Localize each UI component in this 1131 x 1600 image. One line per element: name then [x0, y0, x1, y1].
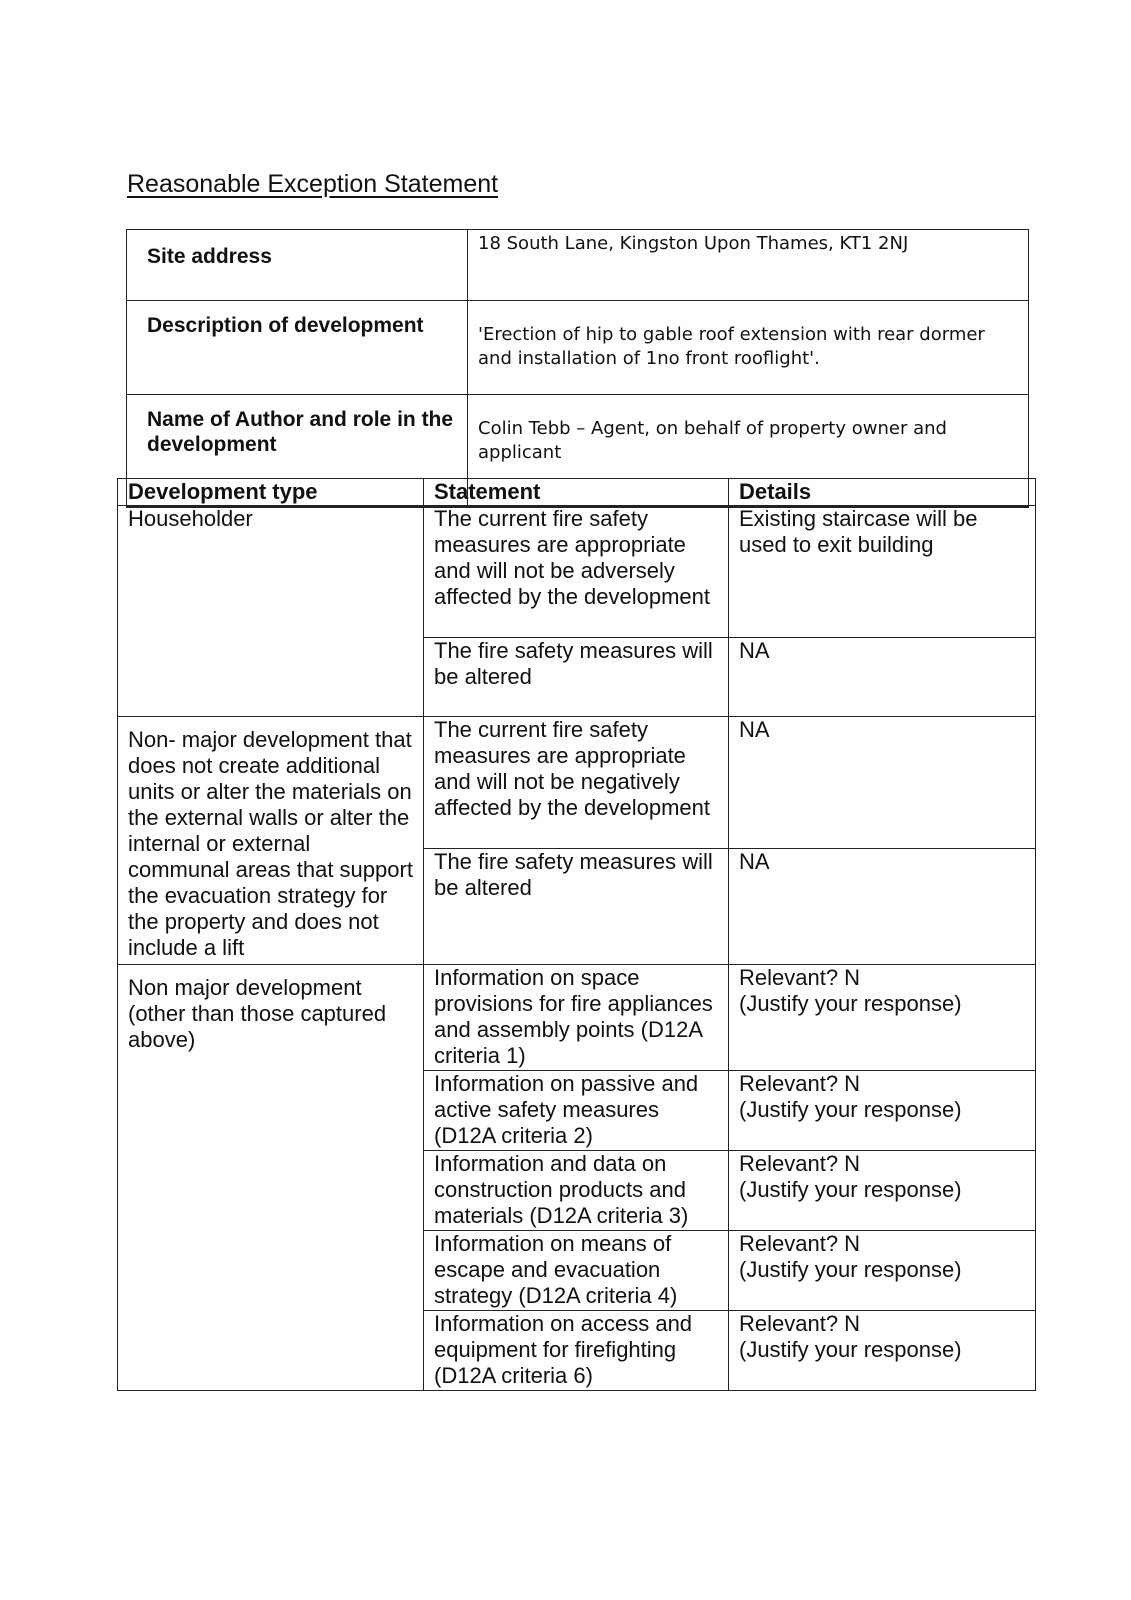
non-major-details-2: NA: [729, 849, 1036, 965]
criteria-details-4: [729, 1231, 1036, 1311]
criteria-details-3: [729, 1151, 1036, 1231]
page-title: Reasonable Exception Statement: [127, 170, 499, 198]
relevant-text: Relevant? N: [739, 1231, 861, 1256]
criteria-details-1: [729, 965, 1036, 1071]
table-row: [118, 965, 1036, 1071]
non-major-other-type: Non major development (other than those captured above): [118, 965, 424, 1391]
relevant-text: Relevant? N: [739, 1071, 861, 1096]
description-label: Description of development: [127, 301, 468, 395]
non-major-statement-1: The current fire safety measures are appropriate and will not be negatively affected by the development: [424, 717, 729, 849]
criteria-statement-1: Information on space provisions for fire appliances and assembly points (D12A criteria 1): [424, 965, 729, 1071]
author-label: Name of Author and role in the development: [127, 395, 468, 508]
householder-type: Householder: [118, 506, 424, 717]
development-type-table: [117, 478, 1036, 1391]
non-major-details-1: NA: [729, 717, 1036, 849]
criteria-statement-2: Information on passive and active safety measures (D12A criteria 2): [424, 1071, 729, 1151]
site-info-table: [126, 229, 1029, 508]
householder-details-1: Existing staircase will be used to exit building: [729, 506, 1036, 638]
table-header-row: [118, 479, 1036, 506]
author-value: Colin Tebb – Agent, on behalf of property owner and applicant: [468, 395, 1029, 508]
justify-text: (Justify your response): [739, 1337, 962, 1362]
site-address-row: [127, 230, 1029, 301]
header-statement: Statement: [424, 479, 729, 506]
justify-text: (Justify your response): [739, 1177, 962, 1202]
criteria-statement-3: Information and data on construction products and materials (D12A criteria 3): [424, 1151, 729, 1231]
justify-text: (Justify your response): [739, 991, 962, 1016]
justify-text: (Justify your response): [739, 1097, 962, 1122]
site-address-label: Site address: [127, 230, 468, 301]
table-row: [118, 717, 1036, 849]
description-value: 'Erection of hip to gable roof extension with rear dormer and installation of 1no front rooflight'.: [468, 301, 1029, 395]
householder-details-2: NA: [729, 638, 1036, 717]
criteria-statement-5: Information on access and equipment for firefighting (D12A criteria 6): [424, 1311, 729, 1391]
non-major-statement-2: The fire safety measures will be altered: [424, 849, 729, 965]
criteria-statement-4: Information on means of escape and evacuation strategy (D12A criteria 4): [424, 1231, 729, 1311]
non-major-type: Non- major development that does not create additional units or alter the materials on the external walls or alter the internal or external communal areas that support the evacuation strategy for the property and does not include a lift: [118, 717, 424, 965]
criteria-details-5: [729, 1311, 1036, 1391]
relevant-text: Relevant? N: [739, 1151, 861, 1176]
header-details: Details: [729, 479, 1036, 506]
justify-text: (Justify your response): [739, 1257, 962, 1282]
description-row: [127, 301, 1029, 395]
relevant-text: Relevant? N: [739, 965, 861, 990]
householder-statement-2: The fire safety measures will be altered: [424, 638, 729, 717]
relevant-text: Relevant? N: [739, 1311, 861, 1336]
criteria-details-2: [729, 1071, 1036, 1151]
header-development-type: Development type: [118, 479, 424, 506]
site-address-value: 18 South Lane, Kingston Upon Thames, KT1 2NJ: [468, 230, 1029, 301]
householder-statement-1: The current fire safety measures are appropriate and will not be adversely affected by the development: [424, 506, 729, 638]
table-row: [118, 506, 1036, 638]
